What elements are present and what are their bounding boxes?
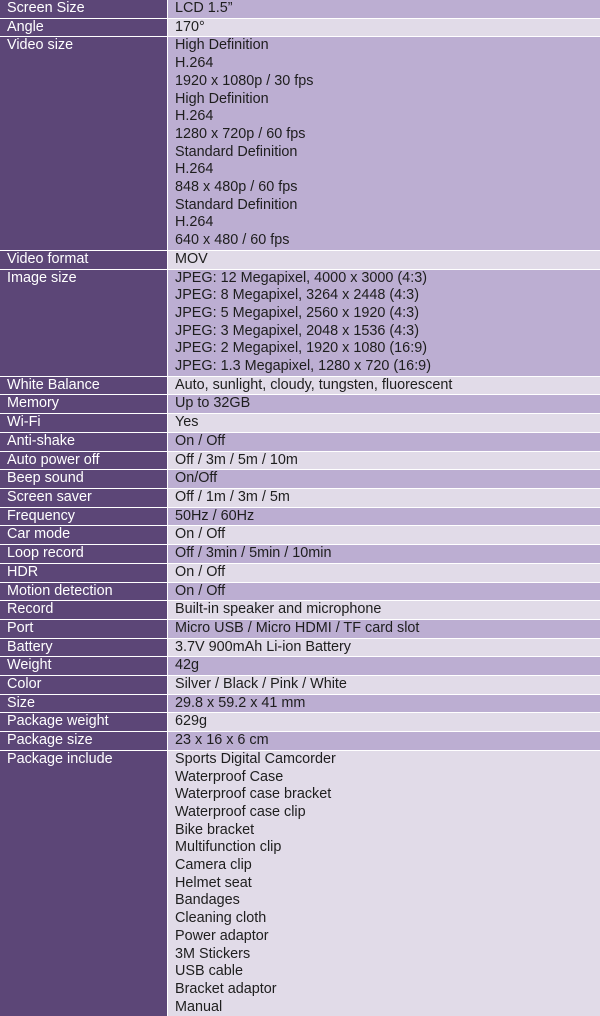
spec-label: Image size xyxy=(0,269,168,376)
spec-row xyxy=(0,638,600,657)
spec-label: Video format xyxy=(0,250,168,269)
spec-value xyxy=(168,470,600,489)
spec-value-line: 50Hz / 60Hz xyxy=(175,507,255,524)
spec-value-line: 3.7V 900mAh Li-ion Battery xyxy=(175,638,351,655)
spec-value-line: JPEG: 12 Megapixel, 4000 x 3000 (4:3) xyxy=(175,269,427,286)
spec-row xyxy=(0,563,600,582)
spec-row xyxy=(0,395,600,414)
spec-value-line: 1280 x 720p / 60 fps xyxy=(175,125,306,142)
spec-value xyxy=(168,713,600,732)
spec-value xyxy=(168,414,600,433)
spec-value-line: 848 x 480p / 60 fps xyxy=(175,179,298,196)
spec-value-line: Auto, sunlight, cloudy, tungsten, fluorescent xyxy=(175,376,453,393)
spec-label: Size xyxy=(0,694,168,713)
spec-value-line: 640 x 480 / 60 fps xyxy=(175,232,290,249)
spec-value-line: JPEG: 5 Megapixel, 2560 x 1920 (4:3) xyxy=(175,304,419,321)
spec-value xyxy=(168,376,600,395)
spec-value-line: Bracket adaptor xyxy=(175,980,277,997)
spec-value-line: Off / 3m / 5m / 10m xyxy=(175,451,298,468)
spec-value-line: H.264 xyxy=(175,214,214,231)
spec-value-line: 23 x 16 x 6 cm xyxy=(175,732,269,749)
spec-row xyxy=(0,713,600,732)
spec-label: White Balance xyxy=(0,376,168,395)
spec-value-line: Up to 32GB xyxy=(175,395,251,412)
spec-row xyxy=(0,619,600,638)
spec-value-line: On/Off xyxy=(175,470,218,487)
spec-value-line: On / Off xyxy=(175,563,226,580)
spec-value-line: JPEG: 3 Megapixel, 2048 x 1536 (4:3) xyxy=(175,322,419,339)
spec-value xyxy=(168,601,600,620)
spec-value-line: Silver / Black / Pink / White xyxy=(175,676,347,693)
spec-value xyxy=(168,619,600,638)
spec-label: Record xyxy=(0,601,168,620)
spec-value-line: Bandages xyxy=(175,892,240,909)
spec-label: Screen saver xyxy=(0,488,168,507)
spec-value-line: Standard Definition xyxy=(175,196,298,213)
spec-value-line: Waterproof case clip xyxy=(175,803,306,820)
spec-value-line: On / Off xyxy=(175,526,226,543)
spec-value-line: Off / 3min / 5min / 10min xyxy=(175,545,332,562)
spec-value-line: Helmet seat xyxy=(175,874,252,891)
spec-value-line: USB cable xyxy=(175,963,243,980)
spec-row xyxy=(0,676,600,695)
spec-value xyxy=(168,250,600,269)
spec-label: Motion detection xyxy=(0,582,168,601)
spec-value xyxy=(168,507,600,526)
spec-row xyxy=(0,18,600,37)
spec-row xyxy=(0,414,600,433)
spec-label: Battery xyxy=(0,638,168,657)
spec-value-line: 3M Stickers xyxy=(175,945,251,962)
spec-label: Port xyxy=(0,619,168,638)
spec-row xyxy=(0,507,600,526)
spec-value-line: Standard Definition xyxy=(175,143,298,160)
spec-value-line: On / Off xyxy=(175,432,226,449)
spec-label: Beep sound xyxy=(0,470,168,489)
spec-value-line: 42g xyxy=(175,657,200,674)
spec-value-line: Cleaning cloth xyxy=(175,910,267,927)
spec-value-line: JPEG: 8 Megapixel, 3264 x 2448 (4:3) xyxy=(175,287,419,304)
spec-value-line: H.264 xyxy=(175,55,214,72)
spec-value-line: MOV xyxy=(175,250,208,267)
spec-value-line: JPEG: 2 Megapixel, 1920 x 1080 (16:9) xyxy=(175,340,427,357)
spec-row xyxy=(0,376,600,395)
spec-value-line: Built-in speaker and microphone xyxy=(175,601,382,618)
spec-label: Screen Size xyxy=(0,0,168,18)
spec-value-line: H.264 xyxy=(175,161,214,178)
spec-value-line: Manual xyxy=(175,998,223,1015)
spec-label: Angle xyxy=(0,18,168,37)
spec-row xyxy=(0,451,600,470)
spec-value-line: LCD 1.5” xyxy=(175,0,233,16)
spec-value xyxy=(168,563,600,582)
spec-value-line: High Definition xyxy=(175,90,269,107)
spec-row xyxy=(0,488,600,507)
spec-value-line: Waterproof Case xyxy=(175,768,284,785)
spec-value-line: H.264 xyxy=(175,108,214,125)
spec-label: Video size xyxy=(0,37,168,250)
spec-value xyxy=(168,18,600,37)
spec-row xyxy=(0,582,600,601)
spec-value xyxy=(168,432,600,451)
spec-value xyxy=(168,37,600,250)
spec-row xyxy=(0,545,600,564)
spec-value-line: Yes xyxy=(175,414,199,431)
spec-value-line: On / Off xyxy=(175,582,226,599)
spec-label: Loop record xyxy=(0,545,168,564)
spec-row xyxy=(0,250,600,269)
spec-value xyxy=(168,395,600,414)
spec-row xyxy=(0,694,600,713)
spec-label: Car mode xyxy=(0,526,168,545)
spec-value-line: 629g xyxy=(175,713,208,730)
spec-value xyxy=(168,750,600,1016)
spec-value xyxy=(168,638,600,657)
spec-row xyxy=(0,432,600,451)
spec-value-line: Power adaptor xyxy=(175,927,269,944)
spec-value-line: Waterproof case bracket xyxy=(175,786,332,803)
spec-value xyxy=(168,269,600,376)
spec-value-line: Multifunction clip xyxy=(175,839,282,856)
spec-label: Color xyxy=(0,676,168,695)
spec-value-line: Off / 1m / 3m / 5m xyxy=(175,488,290,505)
spec-value xyxy=(168,0,600,18)
spec-value-line: 29.8 x 59.2 x 41 mm xyxy=(175,694,306,711)
spec-value xyxy=(168,657,600,676)
spec-row xyxy=(0,750,600,1016)
spec-row xyxy=(0,657,600,676)
spec-label: Package include xyxy=(0,750,168,1016)
spec-value-line: High Definition xyxy=(175,37,269,54)
spec-label: Package weight xyxy=(0,713,168,732)
spec-value xyxy=(168,488,600,507)
spec-label: HDR xyxy=(0,563,168,582)
spec-row xyxy=(0,526,600,545)
spec-value-line: 170° xyxy=(175,18,205,35)
spec-label: Memory xyxy=(0,395,168,414)
spec-value xyxy=(168,545,600,564)
spec-label: Weight xyxy=(0,657,168,676)
spec-value-line: JPEG: 1.3 Megapixel, 1280 x 720 (16:9) xyxy=(175,358,431,375)
spec-row xyxy=(0,470,600,489)
spec-value-line: Bike bracket xyxy=(175,821,255,838)
spec-label: Wi-Fi xyxy=(0,414,168,433)
spec-label: Package size xyxy=(0,732,168,751)
spec-value xyxy=(168,451,600,470)
spec-row xyxy=(0,732,600,751)
spec-value-line: Micro USB / Micro HDMI / TF card slot xyxy=(175,619,420,636)
spec-value-line: Sports Digital Camcorder xyxy=(175,750,336,767)
spec-value xyxy=(168,676,600,695)
spec-row xyxy=(0,0,600,18)
spec-value xyxy=(168,694,600,713)
spec-row xyxy=(0,601,600,620)
spec-value-line: Camera clip xyxy=(175,857,252,874)
spec-value-line: 1920 x 1080p / 30 fps xyxy=(175,72,314,89)
spec-label: Auto power off xyxy=(0,451,168,470)
spec-value xyxy=(168,732,600,751)
spec-value xyxy=(168,582,600,601)
spec-label: Anti-shake xyxy=(0,432,168,451)
spec-value xyxy=(168,526,600,545)
spec-row xyxy=(0,269,600,376)
spec-label: Frequency xyxy=(0,507,168,526)
spec-row xyxy=(0,37,600,250)
